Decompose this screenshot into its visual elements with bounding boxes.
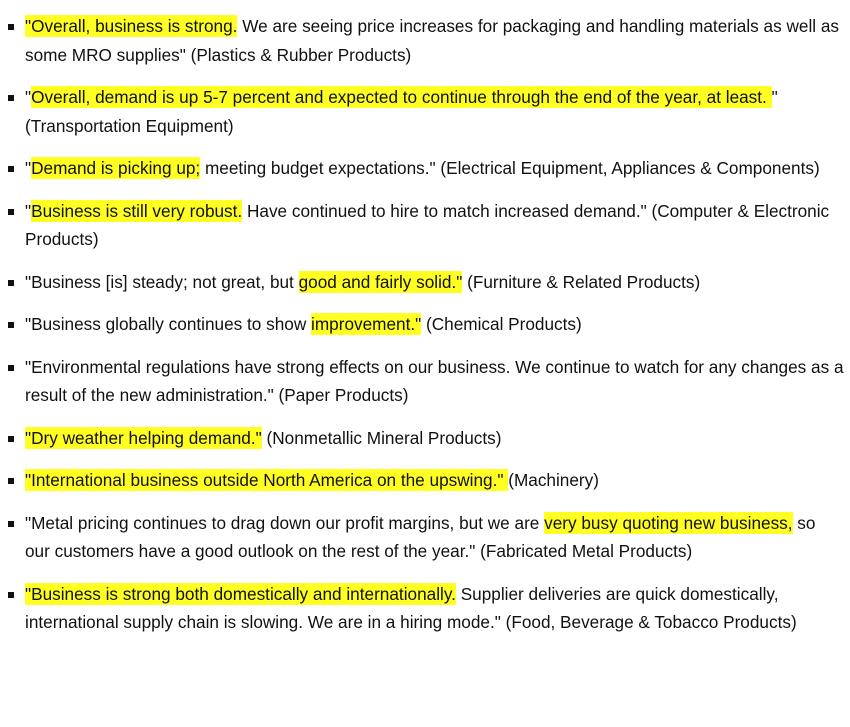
quote-text: "Business [is] steady; not great, but — [25, 271, 299, 292]
highlighted-text: Demand is picking up; — [31, 158, 201, 178]
highlighted-text: improvement." — [311, 314, 422, 334]
quote-text: (Machinery) — [508, 470, 599, 490]
highlighted-text: Overall, demand is up 5-7 percent and expected to continue through the end of the year, at least. — [31, 87, 772, 107]
quote-item — [0, 83, 850, 140]
quote-item — [0, 509, 850, 566]
quote-item — [0, 353, 850, 410]
square-bullet-icon — [8, 322, 14, 328]
highlighted-text: very busy quoting new business, — [544, 512, 793, 533]
square-bullet-icon — [8, 521, 14, 527]
quote-list — [0, 12, 850, 651]
square-bullet-icon — [8, 95, 14, 101]
quote-text: " — [25, 158, 32, 178]
highlighted-text: "Overall, business is strong. — [25, 16, 238, 36]
quote-text: We are seeing price increases for packaging and handling materials as well as some MRO supplies" (Plastics & Rubber Products) — [25, 16, 840, 65]
quote-item — [0, 12, 850, 69]
square-bullet-icon — [8, 592, 14, 598]
quote-item — [0, 197, 850, 254]
quote-text: (Nonmetallic Mineral Products) — [261, 427, 502, 448]
square-bullet-icon — [8, 478, 14, 484]
quote-text: (Chemical Products) — [421, 314, 582, 334]
highlighted-text: Business is still very robust. — [31, 200, 243, 221]
quote-text: "Business globally continues to show — [25, 314, 312, 334]
quote-text: meeting budget expectations." (Electrical Equipment, Appliances & Components) — [200, 158, 820, 178]
square-bullet-icon — [8, 24, 14, 30]
square-bullet-icon — [8, 365, 14, 371]
quote-item — [0, 580, 850, 637]
quote-text: Supplier deliveries are quick domestically, international supply chain is slowing. We are in a hiring mode." (Food, Beverage & Tobacco Products) — [25, 583, 797, 632]
highlighted-text: good and fairly solid." — [298, 271, 463, 292]
highlighted-text: "Dry weather helping demand." — [25, 427, 262, 448]
quote-item — [0, 268, 850, 297]
quote-text: so our customers have a good outlook on the rest of the year." (Fabricated Metal Products) — [25, 512, 816, 561]
square-bullet-icon — [8, 209, 14, 215]
highlighted-text: "International business outside North America on the upswing." — [25, 470, 509, 490]
quote-text: " — [25, 200, 32, 221]
square-bullet-icon — [8, 436, 14, 442]
quote-text: "Environmental regulations have strong effects on our business. We continue to watch for any changes as a result of the new administration." (Paper Products) — [25, 356, 844, 405]
quote-item — [0, 154, 850, 183]
quote-text: "Metal pricing continues to drag down our profit margins, but we are — [25, 512, 545, 533]
square-bullet-icon — [8, 280, 14, 286]
quote-text: Have continued to hire to match increased demand." (Computer & Electronic Products) — [25, 200, 830, 249]
quote-text: (Furniture & Related Products) — [462, 271, 701, 292]
quote-text: " (Transportation Equipment) — [25, 87, 778, 136]
quote-item — [0, 310, 850, 339]
square-bullet-icon — [8, 166, 14, 172]
quote-text: " — [25, 87, 32, 107]
quote-item — [0, 424, 850, 453]
highlighted-text: "Business is strong both domestically and internationally. — [25, 583, 456, 604]
quote-item — [0, 466, 850, 495]
